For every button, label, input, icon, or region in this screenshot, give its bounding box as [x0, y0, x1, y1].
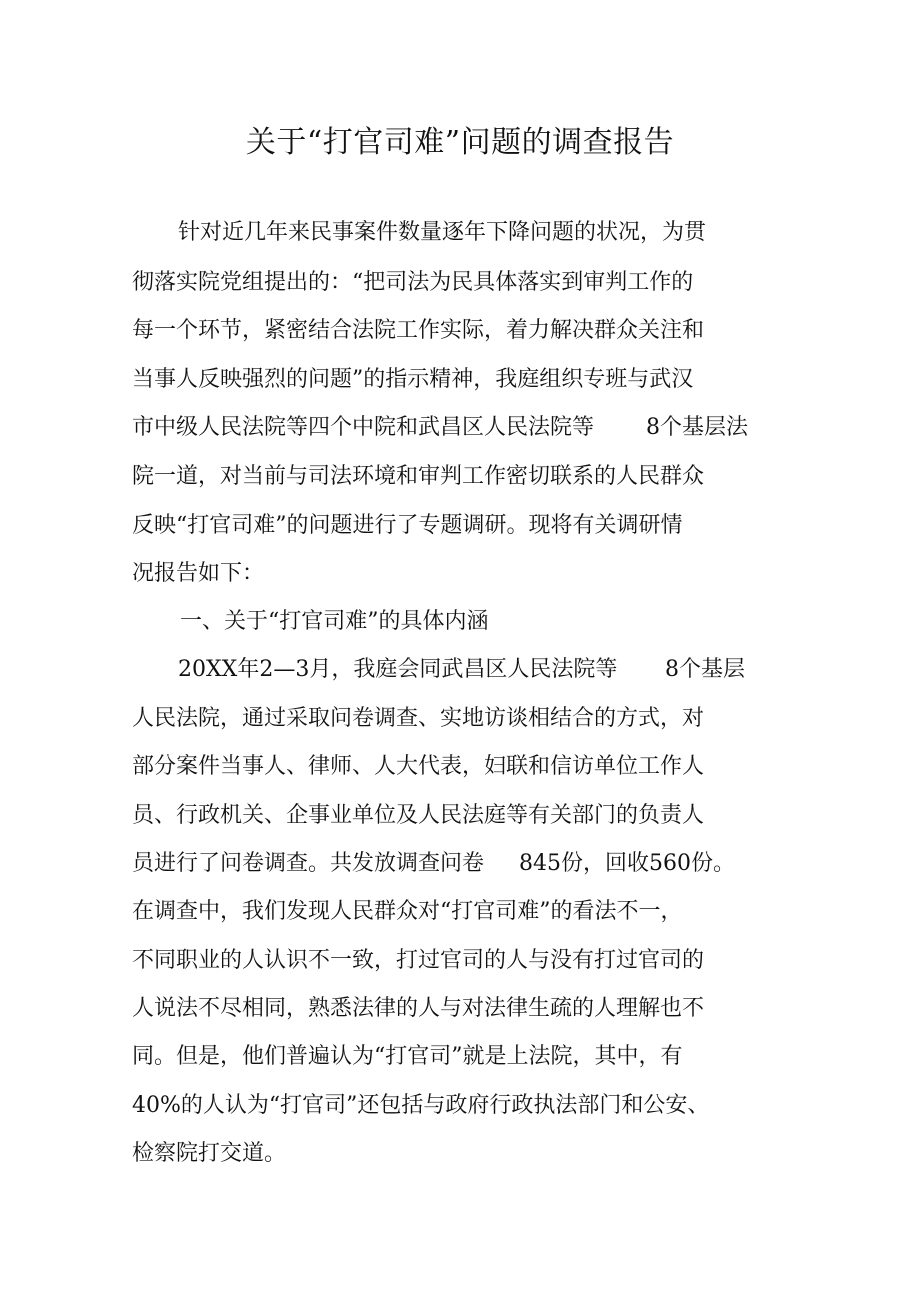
section-1-heading: 一、关于“打官司难”的具体内涵	[180, 609, 489, 634]
paragraph-2-line-1-left: 20XX年2—3月，我庭会同武昌区人民法院等	[178, 657, 618, 682]
paragraph-2-line-1-right: 8个基层	[665, 657, 745, 682]
paragraph-1-line-5-left: 市中级人民法院等四个中院和武昌区人民法院等	[132, 415, 595, 440]
paragraph-1-line-7: 反映“打官司难”的问题进行了专题调研。现将有关调研情	[132, 513, 683, 538]
paragraph-2-line-6: 在调查中，我们发现人民群众对“打官司难”的看法不一，	[132, 899, 683, 924]
paragraph-2-line-7: 不同职业的人认识不一致，打过官司的人与没有打过官司的	[132, 948, 705, 973]
document-title: 关于“打官司难”问题的调查报告	[245, 125, 675, 160]
paragraph-1-line-5-right: 8个基层法	[646, 415, 748, 440]
paragraph-1-line-2: 彻落实院党组提出的：“把司法为民具体落实到审判工作的	[132, 270, 694, 295]
paragraph-1-line-4: 当事人反映强烈的问题”的指示精神，我庭组织专班与武汉	[132, 367, 694, 392]
paragraph-2-line-9: 同。但是，他们普遍认为“打官司”就是上法院，其中，有	[132, 1044, 683, 1069]
paragraph-2-line-10: 40%的人认为“打官司”还包括与政府行政执法部门和公安、	[132, 1093, 710, 1118]
paragraph-2-line-2: 人民法院，通过采取问卷调查、实地访谈相结合的方式，对	[132, 706, 705, 731]
paragraph-1-line-3: 每一个环节，紧密结合法院工作实际，着力解决群众关注和	[132, 318, 705, 343]
paragraph-1-line-6: 院一道，对当前与司法环境和审判工作密切联系的人民群众	[132, 464, 705, 489]
paragraph-2-line-11: 检察院打交道。	[132, 1141, 287, 1166]
paragraph-2-line-5-left: 员进行了问卷调查。共发放调查问卷	[132, 851, 485, 876]
paragraph-2-line-3: 部分案件当事人、律师、人大代表，妇联和信访单位工作人	[132, 754, 705, 779]
paragraph-1-line-8: 况报告如下：	[132, 561, 265, 586]
paragraph-1-line-1: 针对近几年来民事案件数量逐年下降问题的状况，为贯	[178, 220, 707, 245]
paragraph-2-line-4: 员、行政机关、企事业单位及人民法庭等有关部门的负责人	[132, 803, 705, 828]
paragraph-2-line-8: 人说法不尽相同，熟悉法律的人与对法律生疏的人理解也不	[132, 996, 705, 1021]
paragraph-2-line-5-right: 845份，回收560份。	[519, 851, 735, 876]
